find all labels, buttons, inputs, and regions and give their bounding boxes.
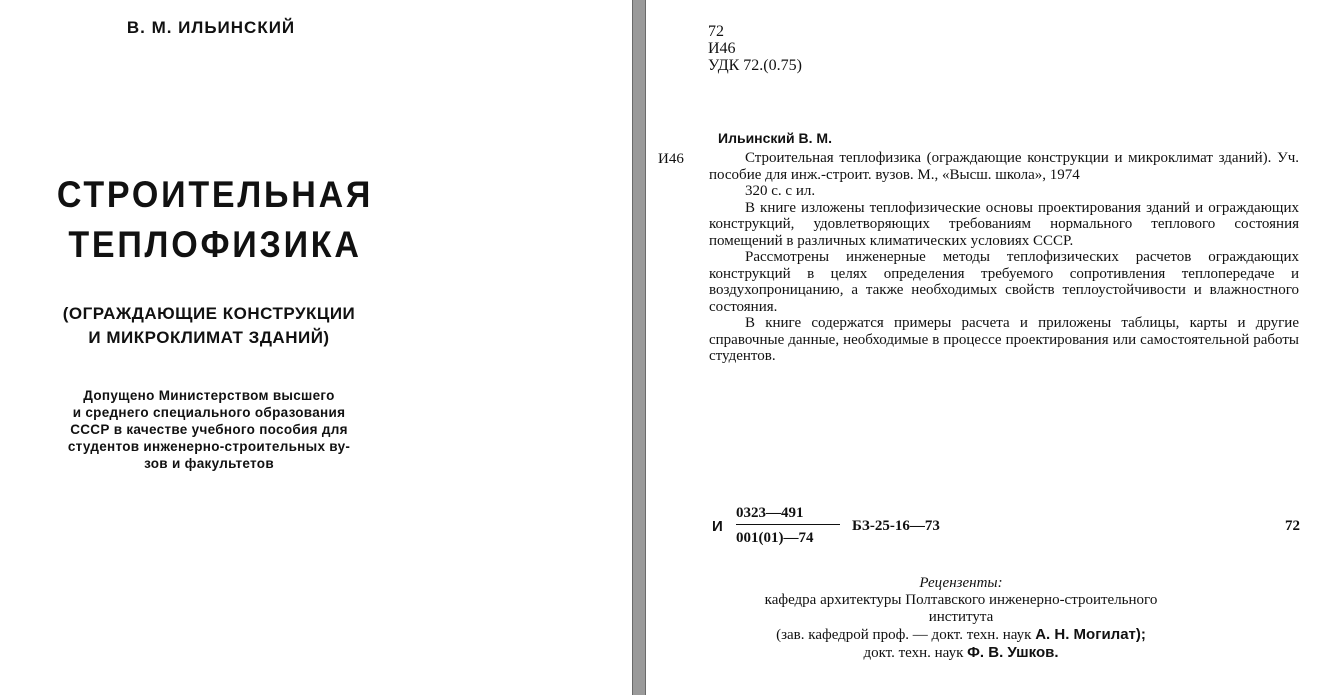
entry-code: И46 <box>658 151 684 167</box>
title-line-2: ТЕПЛОФИЗИКА <box>68 224 362 265</box>
approval-line: и среднего специального образования <box>72 405 346 420</box>
approval-note <box>0 387 418 472</box>
reviewer-prefix: (зав. кафедрой проф. — докт. техн. наук <box>776 627 1036 643</box>
approval-line: студентов инженерно-строительных ву- <box>67 439 351 454</box>
book-subtitle <box>0 302 418 350</box>
left-page <box>0 0 632 695</box>
entry-paragraph: Рассмотрены инженерные методы теплофизических расчетов ограждающих конструкций в целях определения требуемого сопротивления теплопередаче и воздухопроницанию, а также необходимых свойств теплоустойчивости и влажностного состояния. <box>709 249 1299 315</box>
book-author: В. М. ИЛЬИНСКИЙ <box>126 18 296 37</box>
reviewers-block <box>736 575 1186 662</box>
entry-paragraph: В книге содержатся примеры расчета и приложены таблицы, карты и другие справочные данные, необходимые в процессе проектирования или самостоятельной работы студентов. <box>709 315 1299 364</box>
classification-line: И46 <box>708 40 736 57</box>
publisher-index <box>712 505 1300 555</box>
entry-paragraph: В книге изложены теплофизические основы проектирования зданий и ограждающих конструкций, удовлетворяющих требованиям нормального теплового состояния помещений в различных климатических условиях СССР. <box>709 199 1299 249</box>
reviewer-line <box>736 644 1186 662</box>
classification-block <box>708 23 802 74</box>
reviewer-line: кафедра архитектуры Полтавского инженерно-строительного <box>764 592 1158 608</box>
index-letter: И <box>712 518 723 535</box>
approval-line: зов и факультетов <box>144 456 274 471</box>
page-spine-divider <box>632 0 646 695</box>
reviewers-heading: Рецензенты: <box>919 575 1003 591</box>
entry-author: Ильинский В. М. <box>718 130 832 146</box>
index-right-number: 72 <box>1285 518 1300 534</box>
classification-line: УДК 72.(0.75) <box>708 57 802 74</box>
index-numerator: 0323—491 <box>736 505 840 525</box>
index-denominator: 001(01)—74 <box>736 530 814 546</box>
entry-paragraph: 320 с. с ил. <box>745 183 816 199</box>
subtitle-line-1: (ОГРАЖДАЮЩИЕ КОНСТРУКЦИИ <box>62 304 356 323</box>
approval-line: СССР в качестве учебного пособия для <box>70 422 348 437</box>
reviewer-line <box>736 626 1186 644</box>
reviewer-name: А. Н. Могилат); <box>1035 626 1146 643</box>
right-page <box>646 0 1327 695</box>
reviewer-line: института <box>928 609 994 625</box>
classification-line: 72 <box>708 23 724 40</box>
approval-line: Допущено Министерством высшего <box>83 388 335 403</box>
subtitle-line-2: И МИКРОКЛИМАТ ЗДАНИЙ) <box>88 328 330 347</box>
book-title <box>17 170 413 270</box>
entry-paragraph: Строительная теплофизика (ограждающие конструкции и микроклимат зданий). Уч. пособие для инж.-строит. вузов. М., «Высш. школа», 1974 <box>709 150 1299 183</box>
title-line-1: СТРОИТЕЛЬНАЯ <box>56 174 374 215</box>
catalog-entry <box>709 150 1299 365</box>
reviewer-prefix: докт. техн. наук <box>863 645 968 661</box>
index-code: БЗ-25-16—73 <box>852 518 940 534</box>
reviewer-name: Ф. В. Ушков. <box>967 644 1059 661</box>
